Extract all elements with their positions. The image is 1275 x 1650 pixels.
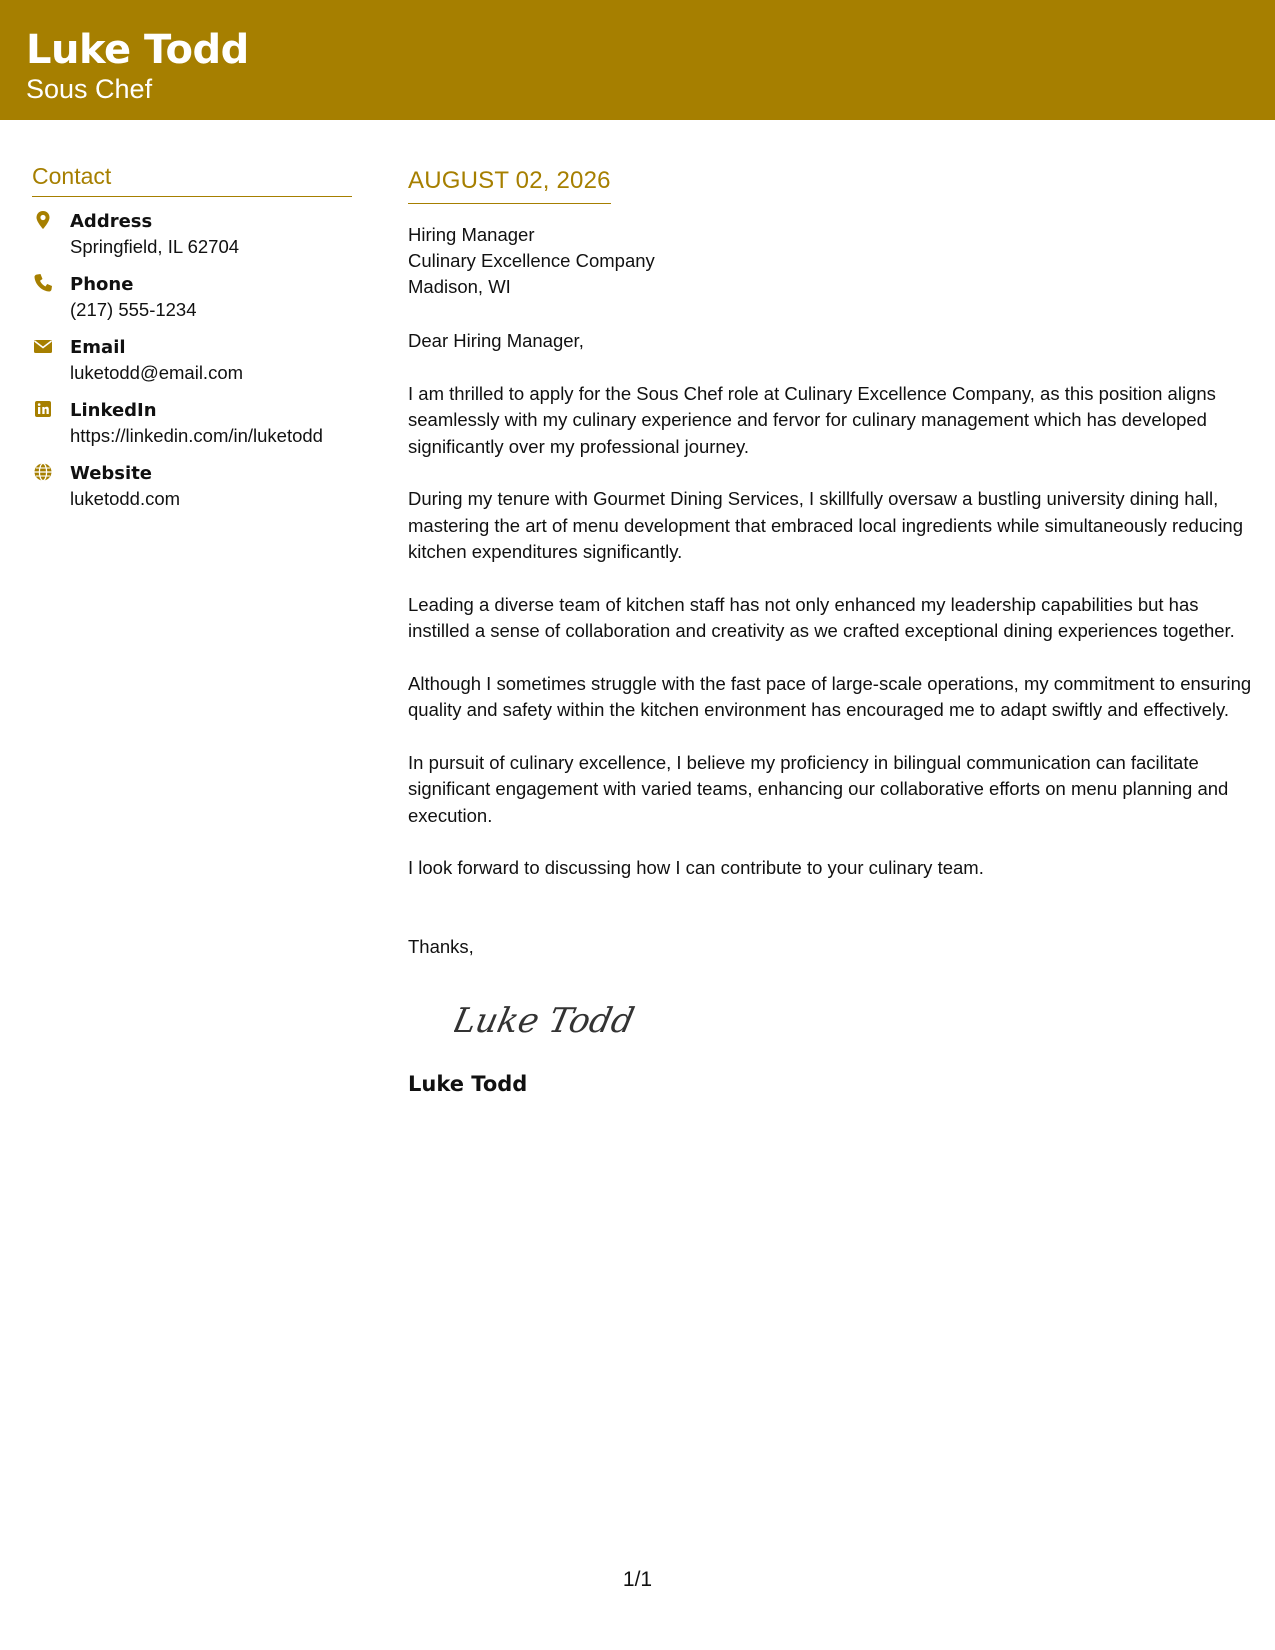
- contact-section-title: Contact: [32, 160, 352, 197]
- recipient-line: Hiring Manager: [408, 224, 535, 245]
- header-banner: [0, 0, 1275, 120]
- linkedin-label: LinkedIn: [70, 400, 157, 421]
- closing: Thanks,: [408, 935, 474, 957]
- contact-sidebar: [32, 160, 352, 512]
- contact-item-linkedin: [32, 398, 352, 449]
- linkedin-icon: [32, 398, 54, 420]
- phone-label: Phone: [70, 274, 134, 295]
- paragraph: During my tenure with Gourmet Dining Services, I skillfully oversaw a bustling university dining hall, mastering the art of menu development that embraced local ingredients while simultaneously reducing kitchen expenditures significantly.: [408, 488, 1244, 562]
- contact-item-website: [32, 461, 352, 512]
- signed-name: Luke Todd: [408, 1072, 528, 1096]
- recipient-block: [408, 222, 1258, 300]
- linkedin-value[interactable]: https://linkedin.com/in/luketodd: [70, 425, 323, 446]
- recipient-line: Madison, WI: [408, 276, 511, 297]
- paragraph: In pursuit of culinary excellence, I believe my proficiency in bilingual communication can facilitate significant engagement with varied teams, enhancing our collaborative efforts on menu planning and execution.: [408, 751, 1229, 826]
- paragraph: I look forward to discussing how I can contribute to your culinary team.: [408, 857, 984, 878]
- email-value[interactable]: luketodd@email.com: [70, 362, 244, 383]
- contact-item-email: [32, 335, 352, 386]
- website-label: Website: [70, 463, 153, 484]
- recipient-line: Culinary Excellence Company: [408, 250, 655, 271]
- letter-date: AUGUST 02, 2026: [408, 165, 611, 204]
- envelope-icon: [32, 335, 54, 357]
- phone-value: (217) 555-1234: [70, 299, 197, 320]
- applicant-name: Luke Todd: [26, 27, 249, 73]
- contact-item-phone: [32, 272, 352, 323]
- phone-icon: [32, 272, 54, 294]
- salutation: Dear Hiring Manager,: [408, 330, 584, 351]
- paragraph: Leading a diverse team of kitchen staff has not only enhanced my leadership capabilities but has instilled a sense of collaboration and creativity as we crafted exceptional dining experiences together.: [408, 593, 1235, 641]
- contact-item-address: [32, 209, 352, 260]
- applicant-role: Sous Chef: [26, 74, 153, 104]
- paragraph: I am thrilled to apply for the Sous Chef role at Culinary Excellence Company, as this position aligns seamlessly with my culinary experience and fervor for culinary management which has developed significantly over my professional journey.: [408, 382, 1216, 457]
- handwritten-signature: [454, 990, 674, 1050]
- paragraph: Although I sometimes struggle with the fast pace of large-scale operations, my commitment to ensuring quality and safety within the kitchen environment has encouraged me to adapt swiftly and effectively.: [408, 672, 1252, 720]
- globe-icon: [32, 461, 54, 483]
- letter-body: [408, 165, 1258, 1098]
- map-pin-icon: [32, 209, 54, 231]
- page-number: 1/1: [622, 1568, 653, 1591]
- email-label: Email: [70, 337, 126, 358]
- address-value: Springfield, IL 62704: [70, 236, 240, 257]
- website-value[interactable]: luketodd.com: [70, 488, 181, 509]
- address-label: Address: [70, 211, 153, 232]
- svg-text:Luke Todd: Luke Todd: [454, 1001, 638, 1041]
